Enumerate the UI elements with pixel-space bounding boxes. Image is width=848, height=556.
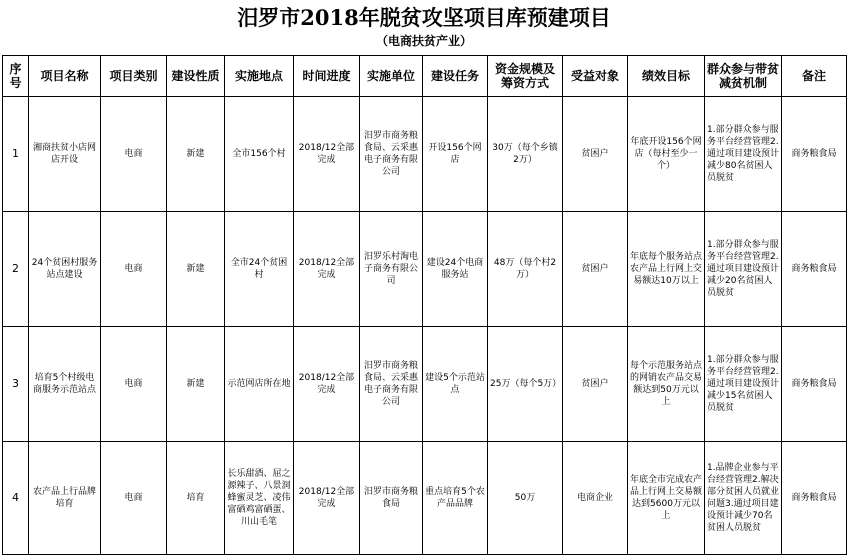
cell-remarks: 商务粮食局 — [782, 212, 847, 327]
cell-location: 示范网店所在地 — [225, 327, 294, 442]
cell-location: 全市24个贫困村 — [225, 212, 294, 327]
project-table — [2, 55, 847, 555]
cell-beneficiary: 贫困户 — [563, 327, 628, 442]
cell-beneficiary: 贫困户 — [563, 97, 628, 212]
cell-schedule: 2018/12全部完成 — [294, 442, 360, 555]
cell-remarks: 商务粮食局 — [782, 97, 847, 212]
cell-category: 电商 — [101, 212, 167, 327]
cell-funding: 30万（每个乡镇2万） — [488, 97, 563, 212]
cell-funding: 48万（每个村2万） — [488, 212, 563, 327]
cell-remarks: 商务粮食局 — [782, 327, 847, 442]
cell-mechanism: 1.品牌企业参与平台经营管理2.解决部分贫困人员就业问题3.通过项目建设预计减少70名贫困人员脱贫 — [705, 442, 782, 555]
header-category: 项目类别 — [101, 56, 167, 97]
cell-index: 4 — [3, 442, 29, 555]
cell-category: 电商 — [101, 442, 167, 555]
cell-schedule: 2018/12全部完成 — [294, 327, 360, 442]
cell-goal: 年底全市完成农产品上行网上交易额达到5600万元以上 — [628, 442, 705, 555]
cell-unit: 汨罗市商务粮食局 — [360, 442, 423, 555]
header-location: 实施地点 — [225, 56, 294, 97]
header-remarks: 备注 — [782, 56, 847, 97]
header-beneficiary: 受益对象 — [563, 56, 628, 97]
header-mechanism: 群众参与带贫减贫机制 — [705, 56, 782, 97]
cell-schedule: 2018/12全部完成 — [294, 97, 360, 212]
cell-project-name: 农产品上行品牌培育 — [29, 442, 101, 555]
cell-location: 全市156个村 — [225, 97, 294, 212]
cell-nature: 新建 — [167, 97, 225, 212]
cell-mechanism: 1.部分群众参与服务平台经营管理2.通过项目建设预计减少15名贫困人员脱贫 — [705, 327, 782, 442]
cell-mechanism: 1.部分群众参与服务平台经营管理2.通过项目建设预计减少20名贫困人员脱贫 — [705, 212, 782, 327]
table-row — [3, 442, 847, 555]
cell-schedule: 2018/12全部完成 — [294, 212, 360, 327]
cell-goal: 每个示范服务站点的网销农产品交易额达到50万元以上 — [628, 327, 705, 442]
header-task: 建设任务 — [423, 56, 488, 97]
cell-project-name: 培育5个村级电商服务示范站点 — [29, 327, 101, 442]
table-row — [3, 97, 847, 212]
cell-category: 电商 — [101, 327, 167, 442]
header-unit: 实施单位 — [360, 56, 423, 97]
cell-beneficiary: 贫困户 — [563, 212, 628, 327]
cell-index: 3 — [3, 327, 29, 442]
cell-goal: 年底开设156个网店（每村至少一个） — [628, 97, 705, 212]
cell-category: 电商 — [101, 97, 167, 212]
cell-nature: 新建 — [167, 212, 225, 327]
cell-goal: 年底每个服务站点农产品上行网上交易额达10万以上 — [628, 212, 705, 327]
header-project-name: 项目名称 — [29, 56, 101, 97]
cell-nature: 新建 — [167, 327, 225, 442]
table-row — [3, 212, 847, 327]
cell-funding: 50万 — [488, 442, 563, 555]
cell-remarks: 商务粮食局 — [782, 442, 847, 555]
cell-task: 开设156个网店 — [423, 97, 488, 212]
header-schedule: 时间进度 — [294, 56, 360, 97]
page-subtitle: （电商扶贫产业） — [375, 34, 472, 48]
cell-unit: 汨罗市商务粮食局、云采惠电子商务有限公司 — [360, 97, 423, 212]
cell-location: 长乐甜酒、屈之源辣子、八景洞蜂蜜灵芝、凌伟富硒鸡富硒蛋、川山毛笔 — [225, 442, 294, 555]
cell-task: 建设5个示范站点 — [423, 327, 488, 442]
cell-nature: 培育 — [167, 442, 225, 555]
cell-task: 重点培育5个农产品品牌 — [423, 442, 488, 555]
cell-beneficiary: 电商企业 — [563, 442, 628, 555]
cell-task: 建设24个电商服务站 — [423, 212, 488, 327]
cell-funding: 25万（每个5万） — [488, 327, 563, 442]
header-nature: 建设性质 — [167, 56, 225, 97]
cell-project-name: 湘商扶贫小店网店开设 — [29, 97, 101, 212]
page-title: 汨罗市2018年脱贫攻坚项目库预建项目 — [237, 5, 611, 30]
cell-unit: 汨罗乐村淘电子商务有限公司 — [360, 212, 423, 327]
table-row — [3, 327, 847, 442]
header-funding: 资金规模及筹资方式 — [488, 56, 563, 97]
cell-index: 1 — [3, 97, 29, 212]
header-goal: 绩效目标 — [628, 56, 705, 97]
header-row — [3, 56, 847, 97]
header-index: 序号 — [3, 56, 29, 97]
cell-project-name: 24个贫困村服务站点建设 — [29, 212, 101, 327]
cell-unit: 汨罗市商务粮食局、云采惠电子商务有限公司 — [360, 327, 423, 442]
cell-index: 2 — [3, 212, 29, 327]
cell-mechanism: 1.部分群众参与服务平台经营管理2.通过项目建设预计减少80名贫困人员脱贫 — [705, 97, 782, 212]
